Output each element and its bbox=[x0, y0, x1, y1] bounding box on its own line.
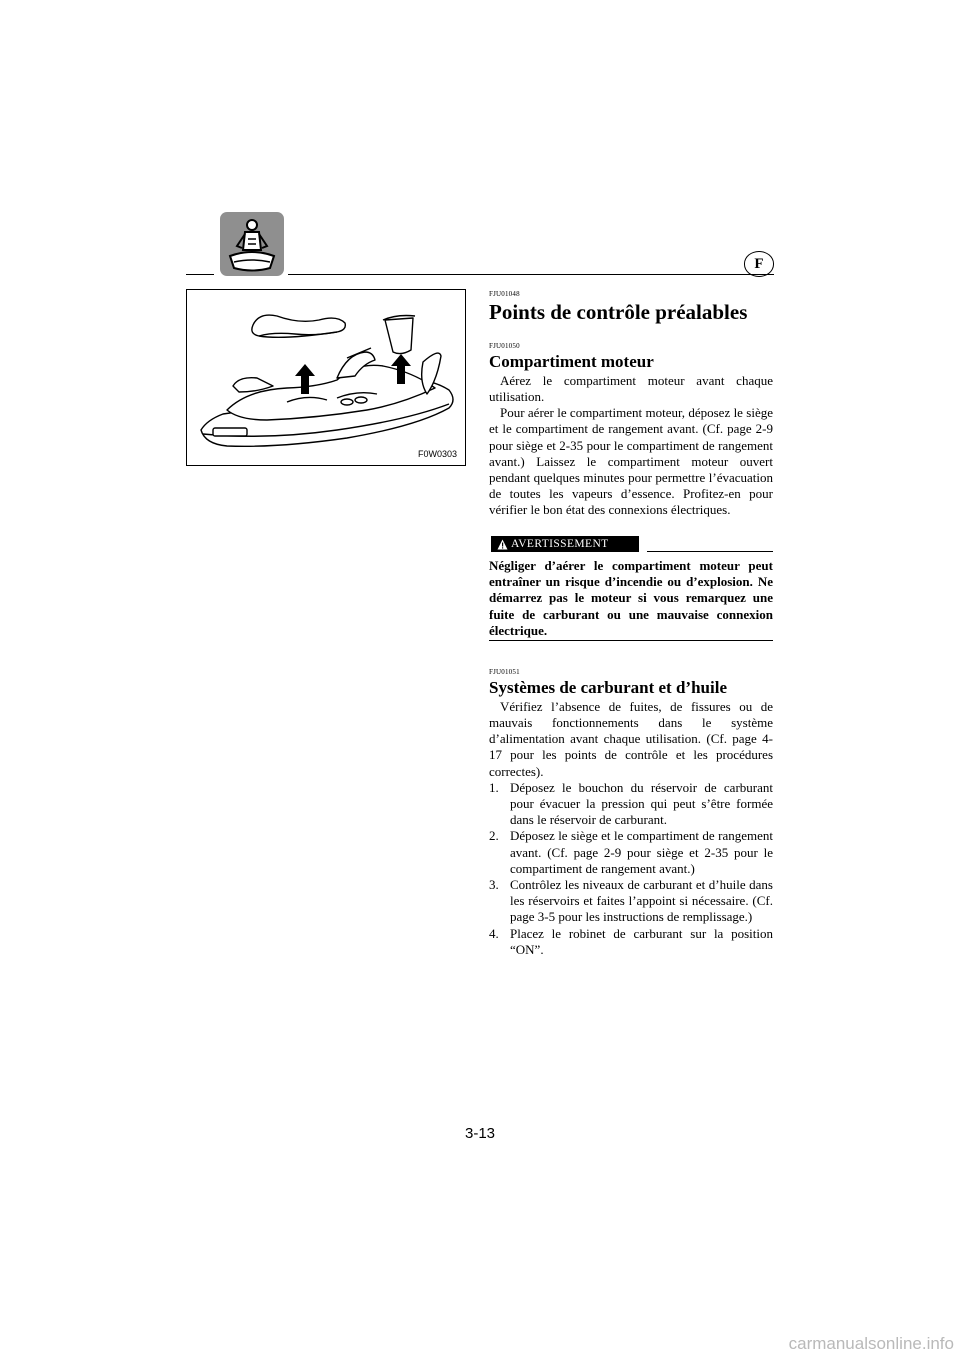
warning-text: Négliger d’aérer le compartiment moteur peut entraîner un risque d’incendie ou d’explosion. Ne démarrez pas le moteur si vous remarquez une fuite de carburant ou une mauvaise connexion électrique. bbox=[489, 558, 773, 638]
engine-paragraph-2: Pour aérer le compartiment moteur, déposez le siège et le compartiment de rangement avant. (Cf. page 2-9 pour siège et 2-35 pour le compartiment de rangement avant.) Laissez le compartiment moteur ouvert pendant quelques minutes pour permettre l’évacuation de toutes les vapeurs d’essence. Profitez-en pour vérifier le bon état des connexions électriques. bbox=[489, 405, 773, 518]
header-rule-left bbox=[186, 274, 214, 275]
watercraft-illustration bbox=[187, 290, 465, 465]
list-item: 2. Déposez le siège et le compartiment de rangement avant. (Cf. page 2-9 pour siège et 2-35 pour le compartiment de rangement avant.) bbox=[489, 828, 773, 876]
section-header bbox=[489, 290, 773, 324]
warning-label: AVERTISSEMENT bbox=[511, 538, 609, 550]
section-code: FJU01048 bbox=[489, 290, 520, 298]
list-item: 1. Déposez le bouchon du réservoir de carburant pour évacuer la pression qui peut s’être formée dans le réservoir de carburant. bbox=[489, 779, 773, 828]
page-title: Points de contrôle préalables bbox=[489, 300, 748, 324]
warning-triangle-icon bbox=[497, 539, 508, 550]
figure-code: F0W0303 bbox=[417, 449, 457, 459]
watercraft-rider-icon bbox=[220, 212, 284, 276]
list-item: 4. Placez le robinet de carburant sur la position “ON”. bbox=[489, 925, 773, 957]
language-badge: F bbox=[744, 251, 774, 277]
engine-section bbox=[489, 342, 773, 519]
warning-header bbox=[489, 536, 773, 552]
engine-code: FJU01050 bbox=[489, 342, 520, 350]
page-number: 3-13 bbox=[464, 1125, 496, 1142]
engine-heading: Compartiment moteur bbox=[489, 352, 654, 371]
warning-rule bbox=[647, 551, 773, 552]
list-item: 3. Contrôlez les niveaux de carburant et d’huile dans les réservoirs et faites l’appoint si nécessaire. (Cf. page 3-5 pour les instructions de remplissage.) bbox=[489, 876, 773, 925]
fuel-intro: Vérifiez l’absence de fuites, de fissures ou de mauvais fonctionnements dans le système d’alimentation avant chaque utilisation. (Cf. page 4-17 pour les points de contrôle et les procédures correctes). bbox=[489, 698, 773, 779]
fuel-heading: Systèmes de carburant et d’huile bbox=[489, 678, 727, 697]
header-rule-right bbox=[288, 274, 774, 275]
watercraft-figure bbox=[186, 289, 466, 466]
warning-label-box bbox=[491, 536, 639, 552]
fuel-code: FJU01051 bbox=[489, 668, 520, 676]
engine-paragraph-1: Aérez le compartiment moteur avant chaque utilisation. bbox=[489, 372, 773, 404]
fuel-steps bbox=[489, 780, 773, 958]
warning-bottom-rule bbox=[489, 640, 773, 641]
watermark: carmanualsonline.info bbox=[788, 1334, 954, 1353]
fuel-section bbox=[489, 668, 773, 958]
